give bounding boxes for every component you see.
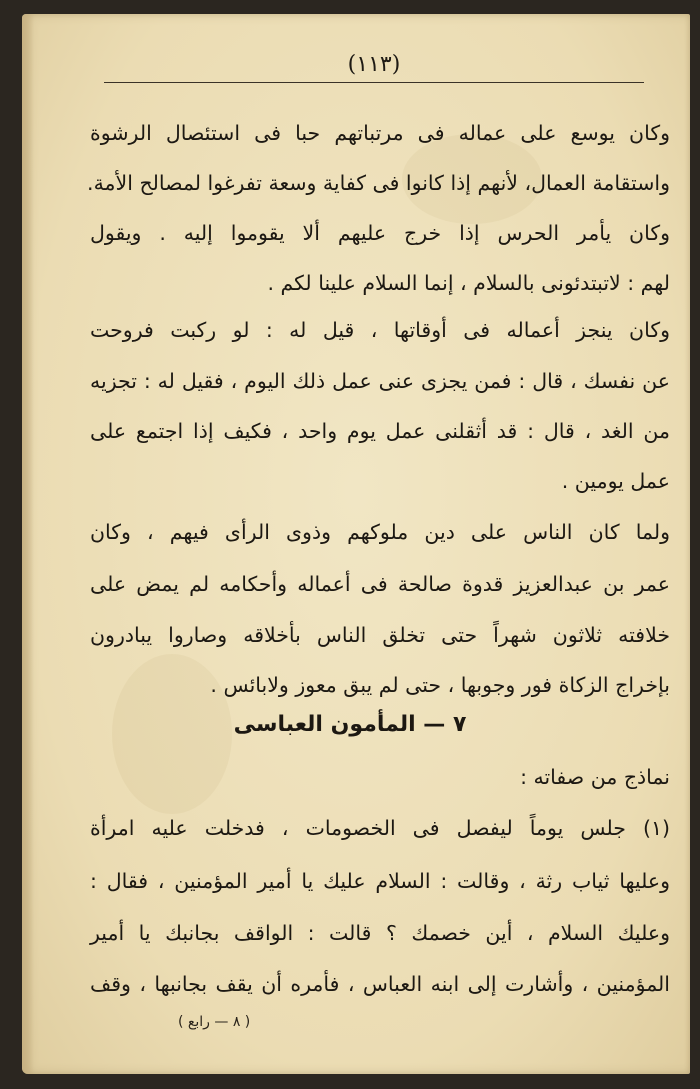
text-line: وكان يوسع على عماله فى مرتباتهم حبا فى استئصال الرشوة <box>90 121 670 145</box>
footer-signature: ( ٨ — رابع ) <box>178 1014 251 1030</box>
text-line: وعليك السلام ، أين خصمك ؟ قالت : الواقف بجانبك يا أمير <box>90 921 670 945</box>
text-line: المؤمنين ، وأشارت إلى ابنه العباس ، فأمره أن يقف بجانبها ، وقف <box>90 972 670 996</box>
text-line: بإخراج الزكاة فور وجوبها ، حتى لم يبق معوز ولابائس . <box>210 673 670 697</box>
text-line: عمر بن عبدالعزيز قدوة صالحة فى أعماله وأحكامه لم يمض على <box>90 572 670 596</box>
page-binding-edge <box>22 14 34 1074</box>
text-line: خلافته ثلاثون شهراً حتى تخلق الناس بأخلاقه وصاروا يبادرون <box>90 623 670 647</box>
text-line: (١) جلس يوماً ليفصل فى الخصومات ، فدخلت عليه امرأة <box>90 816 670 840</box>
page-number: (١١٣) <box>347 52 401 77</box>
section-heading: ٧ — المأمون العباسى <box>233 712 467 737</box>
text-line: من الغد ، قال : قد أثقلنى عمل يوم واحد ، فكيف إذا اجتمع على <box>90 419 670 443</box>
page-header <box>104 52 644 88</box>
text-line: وعليها ثياب رثة ، وقالت : السلام عليك يا أمير المؤمنين ، فقال : <box>90 869 670 893</box>
text-line: وكان يأمر الحرس إذا خرج عليهم ألا يقوموا إليه . ويقول <box>90 221 670 245</box>
text-line: واستقامة العمال، لأنهم إذا كانوا فى كفاية وسعة تفرغوا لمصالح الأمة. <box>87 171 670 195</box>
text-line: عمل يومين . <box>561 469 670 493</box>
text-line: لهم : لاتبتدئونى بالسلام ، إنما السلام علينا لكم . <box>267 271 670 295</box>
header-rule <box>104 82 644 83</box>
text-line: وكان ينجز أعماله فى أوقاتها ، قيل له : لو ركبت فروحت <box>90 318 670 342</box>
text-line: عن نفسك ، قال : فمن يجزى عنى عمل ذلك اليوم ، فقيل له : تجزيه <box>90 369 670 393</box>
subheading: نماذج من صفاته : <box>520 765 670 789</box>
text-line: ولما كان الناس على دين ملوكهم وذوى الرأى فيهم ، وكان <box>90 520 670 544</box>
